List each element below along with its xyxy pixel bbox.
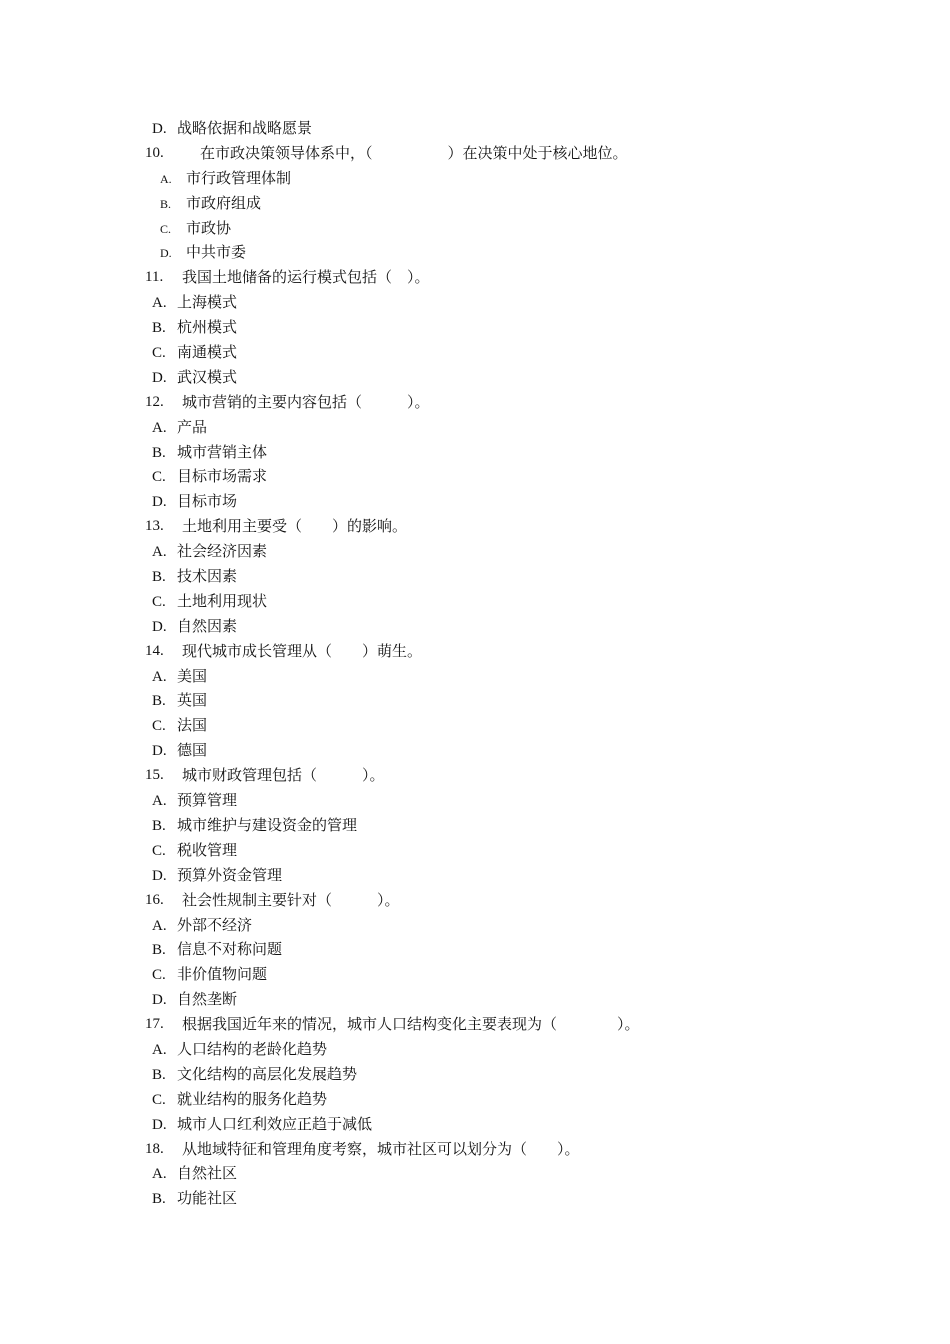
option (152, 116, 312, 142)
option-line (0, 788, 950, 813)
question-line (0, 1137, 950, 1162)
option (160, 191, 261, 217)
option-line (0, 440, 950, 465)
option-letter: D. (160, 246, 172, 261)
option-line (0, 1062, 950, 1087)
option (152, 290, 237, 316)
option-line (0, 315, 950, 340)
question-number: 14. (145, 642, 164, 659)
option-letter: A. (160, 171, 172, 186)
option (152, 962, 267, 988)
question-text: 在市政决策领导体系中，（ ）在决策中处于核心地位。 (200, 143, 628, 162)
option-letter: B. (152, 693, 166, 710)
option-line (0, 913, 950, 938)
question-text: 我国土地储备的运行模式包括（ ）。 (182, 268, 430, 287)
question-text: 城市财政管理包括（ ）。 (182, 766, 385, 785)
option-text: 英国 (177, 691, 208, 710)
option-text: 杭州模式 (177, 318, 238, 337)
option-line (0, 1161, 950, 1186)
question-number: 11. (145, 269, 164, 286)
option-text: 德国 (177, 741, 208, 760)
option-line (0, 713, 950, 738)
option-line (0, 1112, 950, 1137)
document-page (0, 116, 950, 1211)
option (152, 539, 267, 565)
option-line (0, 813, 950, 838)
option-letter: C. (160, 221, 172, 236)
option-letter: B. (152, 942, 166, 959)
question-number: 17. (145, 1016, 164, 1033)
option-line (0, 838, 950, 863)
option (152, 440, 267, 466)
question-number: 10. (145, 144, 164, 161)
option-line (0, 365, 950, 390)
option-letter: C. (152, 842, 166, 859)
question-line (0, 888, 950, 913)
option-line (0, 539, 950, 564)
option-text: 市行政管理体制 (186, 168, 292, 187)
option-letter: D. (152, 743, 167, 760)
option (152, 1186, 237, 1212)
question-text: 城市营销的主要内容包括（ ）。 (182, 392, 430, 411)
option-text: 人口结构的老龄化趋势 (177, 1039, 328, 1058)
option-letter: C. (152, 1091, 166, 1108)
question-text: 土地利用主要受（ ）的影响。 (182, 517, 408, 536)
option (152, 713, 207, 739)
option (152, 913, 252, 939)
option-line (0, 116, 950, 141)
option-text: 就业结构的服务化趋势 (177, 1089, 328, 1108)
option (152, 365, 237, 391)
option (152, 813, 357, 839)
option (152, 1062, 357, 1088)
option-letter: B. (152, 569, 166, 586)
option-text: 上海模式 (177, 293, 238, 312)
option-line (0, 340, 950, 365)
option-letter: B. (160, 196, 172, 211)
option (152, 589, 267, 615)
option (152, 863, 282, 889)
option-text: 外部不经济 (177, 915, 253, 934)
option-line (0, 415, 950, 440)
option-letter: A. (152, 1041, 167, 1058)
option-letter: C. (152, 718, 166, 735)
option (160, 216, 231, 242)
question-number: 18. (145, 1140, 164, 1157)
option-text: 土地利用现状 (177, 591, 268, 610)
option-text: 自然垄断 (177, 990, 238, 1009)
option (152, 315, 237, 341)
option-line (0, 664, 950, 689)
option-letter: D. (152, 494, 167, 511)
option-line (0, 240, 950, 265)
option (152, 664, 207, 690)
option-letter: C. (152, 469, 166, 486)
option-letter: D. (152, 618, 167, 635)
option-text: 预算管理 (177, 791, 238, 810)
option (152, 1087, 327, 1113)
option-line (0, 166, 950, 191)
option (152, 564, 237, 590)
question-line (0, 763, 950, 788)
question-line (0, 265, 950, 290)
option (152, 1112, 372, 1138)
option (152, 788, 237, 814)
option-text: 社会经济因素 (177, 542, 268, 561)
question-number: 13. (145, 518, 164, 535)
option (152, 738, 207, 764)
option-letter: D. (152, 369, 167, 386)
option-line (0, 987, 950, 1012)
option-line (0, 863, 950, 888)
option-text: 产品 (177, 417, 208, 436)
option-letter: A. (152, 917, 167, 934)
option-text: 战略依据和战略愿景 (177, 119, 313, 137)
option-line (0, 937, 950, 962)
option-text: 城市人口红利效应正趋于减低 (177, 1114, 373, 1133)
option (152, 838, 237, 864)
option-text: 南通模式 (177, 343, 238, 362)
option-line (0, 191, 950, 216)
option-text: 城市营销主体 (177, 442, 268, 461)
question-line (0, 141, 950, 166)
question-number: 15. (145, 767, 164, 784)
option (152, 987, 237, 1013)
option (152, 688, 207, 714)
option-text: 税收管理 (177, 840, 238, 859)
option (152, 464, 267, 490)
question-line (0, 390, 950, 415)
option-letter: B. (152, 320, 166, 337)
option-letter: A. (152, 544, 167, 561)
option (152, 937, 282, 963)
option-line (0, 962, 950, 987)
option-text: 自然因素 (177, 616, 238, 635)
option-line (0, 1186, 950, 1211)
option (160, 166, 291, 192)
option-text: 预算外资金管理 (177, 865, 283, 884)
option-letter: B. (152, 1191, 166, 1208)
option-line (0, 738, 950, 763)
option-letter: D. (152, 121, 167, 137)
option-letter: A. (152, 1166, 167, 1183)
question-number: 12. (145, 393, 164, 410)
option-text: 功能社区 (177, 1189, 238, 1208)
option-text: 文化结构的高层化发展趋势 (177, 1064, 358, 1083)
option (152, 415, 207, 441)
question-line (0, 639, 950, 664)
question-line (0, 514, 950, 539)
option-text: 美国 (177, 666, 208, 685)
option-line (0, 290, 950, 315)
option (160, 240, 246, 266)
question-text: 从地域特征和管理角度考察，城市社区可以划分为（ ）。 (182, 1139, 580, 1158)
option (152, 489, 237, 515)
option-text: 城市维护与建设资金的管理 (177, 815, 358, 834)
option-line (0, 688, 950, 713)
option-text: 技术因素 (177, 567, 238, 586)
option-letter: C. (152, 345, 166, 362)
option-text: 市政协 (186, 218, 232, 237)
option-line (0, 564, 950, 589)
question-number: 16. (145, 891, 164, 908)
option-line (0, 589, 950, 614)
option-letter: D. (152, 992, 167, 1009)
option-line (0, 1087, 950, 1112)
option-text: 信息不对称问题 (177, 940, 283, 959)
question-text: 现代城市成长管理从（ ）萌生。 (182, 641, 423, 660)
option-text: 武汉模式 (177, 367, 238, 386)
option-line (0, 1037, 950, 1062)
option-letter: D. (152, 867, 167, 884)
option-text: 自然社区 (177, 1164, 238, 1183)
option (152, 340, 237, 366)
option-text: 非价值物问题 (177, 965, 268, 984)
option-letter: A. (152, 295, 167, 312)
question-text: 根据我国近年来的情况，城市人口结构变化主要表现为（ ）。 (182, 1015, 640, 1034)
option-letter: C. (152, 967, 166, 984)
question-text: 社会性规制主要针对（ ）。 (182, 890, 400, 909)
option-letter: A. (152, 793, 167, 810)
option-text: 目标市场 (177, 492, 238, 511)
option-line (0, 489, 950, 514)
option (152, 1161, 237, 1187)
option (152, 1037, 327, 1063)
option-letter: D. (152, 1116, 167, 1133)
option-letter: B. (152, 1066, 166, 1083)
option-line (0, 614, 950, 639)
option-line (0, 216, 950, 241)
option (152, 614, 237, 640)
option-letter: C. (152, 593, 166, 610)
option-text: 目标市场需求 (177, 467, 268, 486)
option-letter: A. (152, 419, 167, 436)
question-line (0, 1012, 950, 1037)
option-line (0, 464, 950, 489)
option-text: 中共市委 (186, 243, 247, 262)
option-letter: B. (152, 817, 166, 834)
option-text: 市政府组成 (186, 193, 262, 212)
option-letter: B. (152, 444, 166, 461)
option-text: 法国 (177, 716, 208, 735)
option-letter: A. (152, 668, 167, 685)
